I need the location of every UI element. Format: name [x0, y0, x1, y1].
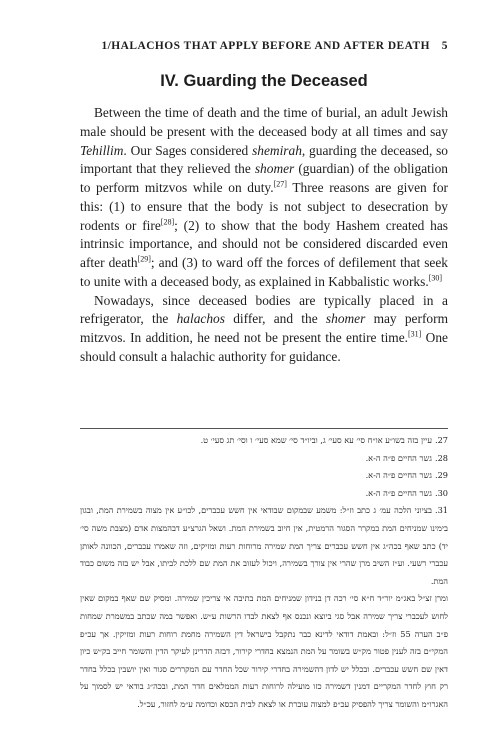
footnote-ref-29[interactable]: [29] [137, 254, 151, 264]
main-text [80, 104, 448, 367]
footnote-divider [80, 428, 448, 429]
paragraph-1: Between the time of death and the time of burial, an adult Jewish male should be present with the deceased body at all times and say Tehillim. Our Sages considered shemirah, guarding the deceased, so important that they relieved the shomer (guardian) of the obligation to perform mitzvos while on duty.[27] Three reasons are given for this: (1) to ensure that the body is not subject to desecration by rodents or fire[28]; (2) to show that the body Hashem created has intrinsic importance, and should not be considered discarded even after death[29]; and (3) to ward off the forces of defilement that seek to unite with a deceased body, as explained in Kabbalistic works.[30] [80, 105, 448, 289]
footnote-ref-31[interactable]: [31] [408, 329, 422, 339]
footnote-31-continuation: ומרן זצ״ל באג״מ יור״ד ח״א סי׳ רכה דן בנידון שמניחים המת בתיבה אי צריכין שמירה. ומסיק שם שאף במקום שאין לחוש לעכברי צריך שמירה אבל סגי ביוצא ונכנס אף לצאת לבדו הרשות ע״ש. ואפשר במה שכתב במשמרת שמחות פ״ב הערה 55 וז״ל: ובאמת דודאי לדינא כבר נתקבל בישראל דין השמירה מחמת רוחות רעות ומזיקין. אך עכ״פ המקי״ם בזה לענין פטור מק״ש בשומר על המת הנמצא בחדרי קירור, דבזה הדרינן לעיקר הדין והשומר חייב בק״ש כיון דאין שם חשש עכברים. ובכלל יש לדון דהשמירה בחדרי קירור שכל החדר עם המקררים סגור ואין יושבין בכלל בחדר רק חוץ לחדר המקריים דמנין דשמירה כזו מועילה לרוחות רעות הממלאים חדר המת, ובכה״ג בודאי יש לסמוך על האגרו״מ והשומר צריך להפסיק עכ״פ למצוה עוברת או לצאת לבית הכסא וכדומה ע״מ לחזור, עכ״ל. [80, 593, 449, 709]
chapter-title: 1/HALACHOS THAT APPLY BEFORE AND AFTER DEATH [101, 40, 430, 52]
footnote-30: 30.גשר החיים פ״ה ה-א. [365, 487, 448, 498]
footnotes [80, 432, 448, 714]
footnote-ref-28[interactable]: [28] [160, 217, 175, 227]
footnote-27: 27.עיין בזה בשו״ע או״ח סי׳ עא סעי׳ ג, וביו״ד סי׳ שמא סעי׳ ו וסי׳ תג סעי׳ ט. [200, 435, 448, 445]
footnote-ref-27[interactable]: [27] [273, 179, 287, 189]
footnote-29: 29.גשר החיים פ״ה ה-א. [365, 470, 448, 481]
footnote-31: 31.בציוני הלכה עמ׳ ג כתב וז״ל: משמע שבמקום שבודאי אין חשש עכברים, לכו״ע אין מצוה בשמירת המת, ובגון בימינו שמניחים המת במקרר הסגור הרמטית, אין חיוב בשמירת המת. ושאל הגרצ״ע דבהמצות אדם (מצבת משה סי׳ יד) כתב שאף בכה״ג אין חשש עכברים צריך המת שמירה מרוחות רעות ומזיקים, וזה שאמרו עכברים, הכוונה לאותן עכברי רשעי. וע״ז השיב מרן שהרי אין צורך בשמירה, ויכול לעזוב את המת שם ללכת לביתו, אבל יש בזה משום כבוד המת. [80, 505, 448, 586]
footnote-28: 28.גשר החיים פ״ה ה-א. [365, 452, 448, 463]
section-title: IV. Guarding the Deceased [160, 72, 368, 90]
page-number: 5 [441, 40, 448, 52]
footnote-ref-30[interactable]: [30] [428, 273, 443, 283]
paragraph-2: Nowadays, since deceased bodies are typically placed in a refrigerator, the halachos differ, and the shomer may perform mitzvos. In addition, he need not be present the entire time.[31] One should consult a halachic authority for guidance. [80, 292, 448, 364]
